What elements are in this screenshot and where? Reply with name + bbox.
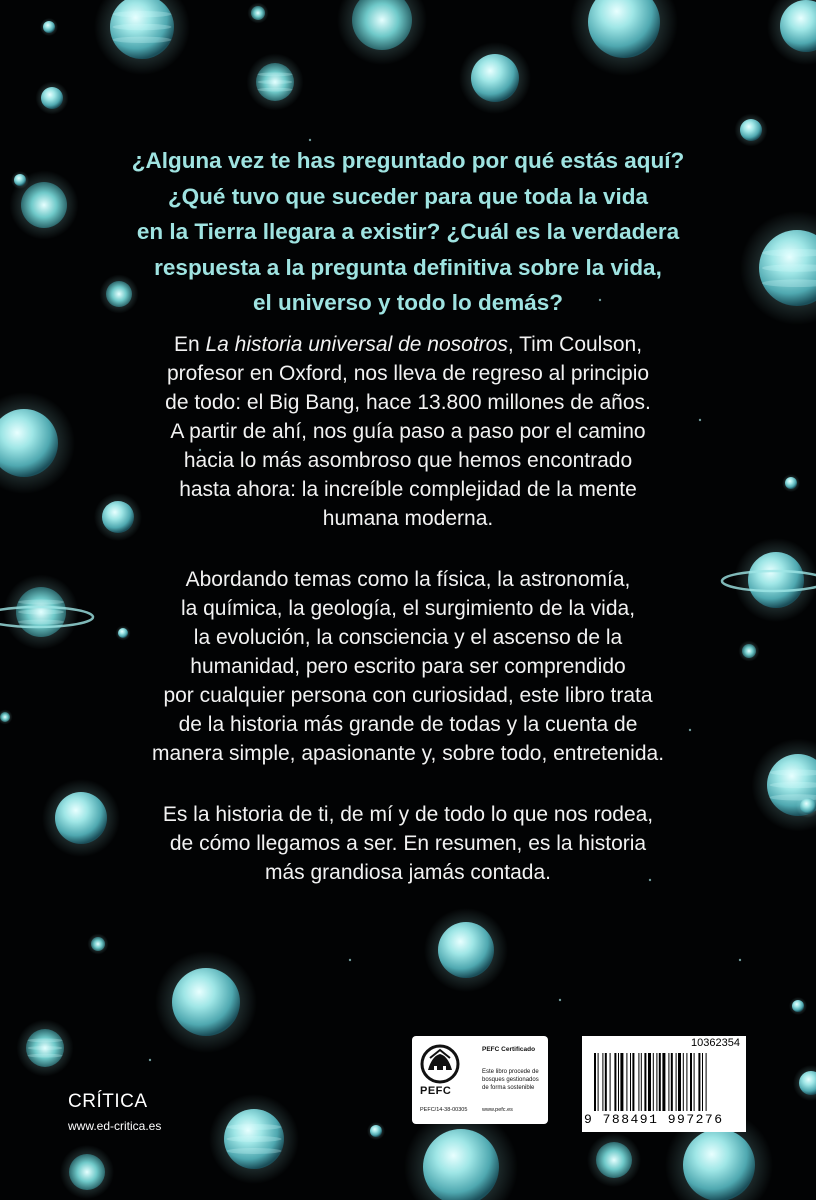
- planet-band: [113, 37, 172, 43]
- paragraph-line: profesor en Oxford, nos lleva de regreso al principio: [166, 362, 650, 385]
- barcode-bar: [614, 1053, 616, 1111]
- pefc-heading: PEFC Certificado: [482, 1046, 536, 1053]
- line-prefix: En: [173, 333, 206, 356]
- planet-band: [113, 11, 172, 17]
- publisher-name: CRÍTICA: [68, 1091, 148, 1112]
- planet-band: [113, 24, 172, 30]
- planet-band: [258, 88, 293, 92]
- book-title: La historia universal de nosotros: [205, 333, 508, 356]
- synopsis-paragraph-3: [0, 800, 816, 887]
- planet: [41, 87, 63, 109]
- planet: [471, 54, 519, 102]
- paragraph-line: la química, la geología, el surgimiento de la vida,: [180, 597, 636, 620]
- tagline-line: ¿Alguna vez te has preguntado por qué estás aquí?: [131, 148, 685, 173]
- barcode-bar: [630, 1053, 631, 1111]
- paragraph-line: más grandiosa jamás contada.: [265, 861, 551, 884]
- planet: [251, 6, 265, 20]
- barcode-bar: [671, 1053, 673, 1111]
- barcode-bar: [702, 1053, 703, 1111]
- barcode-bar: [632, 1053, 634, 1111]
- synopsis-paragraph-2: [0, 565, 816, 768]
- barcode-bar: [648, 1053, 651, 1111]
- planet-band: [226, 1148, 281, 1154]
- paragraph-line: [0, 330, 816, 359]
- paragraph-line: de todo: el Big Bang, hace 13.800 millones de años.: [165, 391, 651, 414]
- paragraph-line: de cómo llegamos a ser. En resumen, es la historia: [169, 832, 647, 855]
- barcode-bar: [638, 1053, 639, 1111]
- star: [309, 139, 311, 141]
- paragraph-line: por cualquier persona con curiosidad, este libro trata: [163, 684, 653, 707]
- pefc-wordmark: PEFC: [420, 1085, 452, 1097]
- barcode-bar: [659, 1053, 661, 1111]
- planet-band: [258, 73, 293, 77]
- paragraph-line: de la historia más grande de todas y la cuenta de: [178, 713, 638, 736]
- barcode-bar: [694, 1053, 695, 1111]
- paragraph-line: Es la historia de ti, de mí y de todo lo que nos rodea,: [162, 803, 654, 826]
- pefc-code: PEFC/14-38-00305: [420, 1107, 468, 1113]
- publisher-url[interactable]: www.ed-critica.es: [68, 1119, 162, 1133]
- planet: [43, 21, 55, 33]
- tagline: [0, 143, 816, 321]
- planet-band: [226, 1136, 281, 1142]
- paragraph-line: Abordando temas como la física, la astronomía,: [185, 568, 631, 591]
- paragraph-line: manera simple, apasionante y, sobre todo, entretenida.: [151, 742, 665, 765]
- planet-band: [28, 1054, 63, 1058]
- paragraph-line: humana moderna.: [322, 507, 494, 530]
- pefc-url: www.pefc.es: [482, 1107, 513, 1113]
- barcode-bar: [644, 1053, 646, 1111]
- planet: [172, 968, 240, 1036]
- barcode-bar: [641, 1053, 642, 1111]
- synopsis-paragraph-1: [0, 330, 816, 533]
- tagline-line: ¿Qué tuvo que suceder para que toda la vida: [167, 183, 649, 209]
- planet: [69, 1154, 105, 1190]
- star: [739, 959, 741, 961]
- barcode-bar: [594, 1053, 596, 1111]
- planet: [91, 937, 105, 951]
- barcode-bar: [662, 1053, 665, 1111]
- barcode-bar: [668, 1053, 669, 1111]
- barcode-bar: [618, 1053, 619, 1111]
- barcode-bar: [686, 1053, 687, 1111]
- planet-band: [258, 80, 293, 84]
- tagline-line: respuesta a la pregunta definitiva sobre la vida,: [154, 254, 662, 280]
- barcode-bar: [690, 1053, 692, 1111]
- barcode-bar: [610, 1053, 611, 1111]
- barcode-bar: [706, 1053, 707, 1111]
- barcode-bar: [676, 1053, 677, 1111]
- planet: [792, 1000, 804, 1012]
- pefc-tree-icon: [420, 1044, 460, 1084]
- planet-band: [226, 1124, 281, 1130]
- barcode-code: 10362354: [691, 1037, 740, 1049]
- pefc-description: Este libro procede de bosques gestionados de forma sostenible: [482, 1069, 539, 1091]
- barcode-bars: [594, 1053, 740, 1113]
- paragraph-line: la evolución, la consciencia y el ascenso de la: [193, 626, 623, 649]
- paragraph-line: humanidad, pero escrito para ser comprendido: [190, 655, 626, 678]
- barcode-bar: [602, 1053, 603, 1111]
- planet: [370, 1125, 382, 1137]
- paragraph-line: hacia lo más asombroso que hemos encontrado: [183, 449, 633, 472]
- planet-band: [28, 1046, 63, 1050]
- tagline-line: en la Tierra llegara a existir? ¿Cuál es la verdadera: [136, 219, 680, 244]
- line-suffix: , Tim Coulson,: [507, 333, 643, 356]
- barcode-bar: [598, 1053, 599, 1111]
- planet: [683, 1129, 755, 1200]
- isbn-barcode: [582, 1036, 746, 1132]
- planet-band: [28, 1039, 63, 1043]
- tagline-line: el universo y todo lo demás?: [252, 290, 564, 315]
- barcode-bar: [678, 1053, 681, 1111]
- barcode-bar: [683, 1053, 684, 1111]
- barcode-bar: [698, 1053, 700, 1111]
- barcode-bar: [656, 1053, 657, 1111]
- barcode-bar: [653, 1053, 654, 1111]
- pefc-certification-label: [412, 1036, 548, 1124]
- star: [559, 999, 561, 1001]
- star: [349, 959, 351, 961]
- paragraph-line: A partir de ahí, nos guía paso a paso por el camino: [170, 420, 646, 443]
- barcode-digits: 9 788491 997276: [584, 1112, 724, 1127]
- paragraph-line: hasta ahora: la increíble complejidad de la mente: [179, 478, 637, 501]
- barcode-bar: [626, 1053, 627, 1111]
- planet: [438, 922, 494, 978]
- planet: [740, 119, 762, 141]
- barcode-bar: [620, 1053, 623, 1111]
- star: [149, 1059, 151, 1061]
- planet: [596, 1142, 632, 1178]
- barcode-bar: [605, 1053, 607, 1111]
